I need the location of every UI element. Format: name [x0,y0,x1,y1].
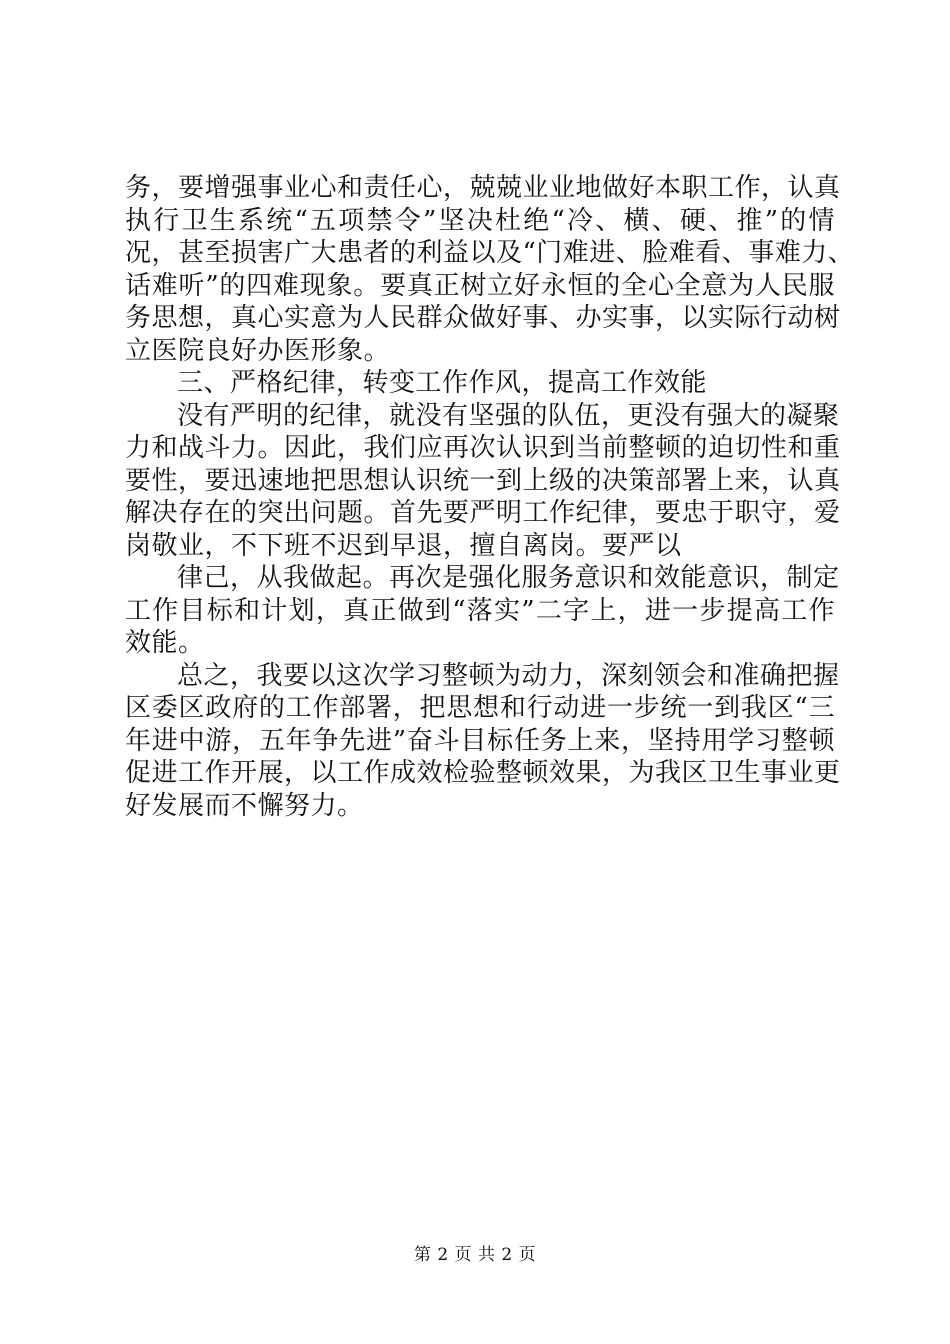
text-line: 解决存在的突出问题。首先要严明工作纪律，要忠于职守，爱 [125,498,841,528]
text-line: 区委区政府的工作部署，把思想和行动进一步统一到我区“三 [125,693,835,723]
text-line: 总之，我要以这次学习整顿为动力，深刻领会和准确把握 [177,660,840,691]
text-line: 好发展而不懈努力。 [125,790,364,821]
text-line: 话难听”的四难现象。要真正树立好永恒的全心全意为人民服 [125,270,835,301]
text-line: 律己，从我做起。再次是强化服务意识和效能意识，制定 [177,563,840,593]
text-line: 工作目标和计划，真正做到“落实”二字上，进一步提高工作 [125,595,835,626]
text-line: 务思想，真心实意为人民群众做好事、办实事，以实际行动树 [125,303,841,333]
text-line: 执行卫生系统“五项禁令”坚决杜绝“冷、横、硬、推”的情 [125,205,835,236]
text-line: 促进工作开展，以工作成效检验整顿效果，为我区卫生事业更 [125,758,841,788]
text-line: 力和战斗力。因此，我们应再次认识到当前整顿的迫切性和重 [125,433,841,463]
page-footer: 第 2 页 共 2 页 [413,1245,537,1265]
section-heading: 三、严格纪律，转变工作作风，提高工作效能 [177,368,708,398]
text-line: 要性，要迅速地把思想认识统一到上级的决策部署上来，认真 [125,465,841,496]
text-line: 没有严明的纪律，就没有坚强的队伍，更没有强大的凝聚 [177,400,840,431]
text-line: 年进中游，五年争先进”奋斗目标任务上来，坚持用学习整顿 [125,725,835,756]
text-line: 况，甚至损害广大患者的利益以及“门难进、脸难看、事难力、 [125,238,855,268]
text-line: 立医院良好办医形象。 [125,335,391,366]
text-line: 效能。 [125,628,205,658]
text-line: 务，要增强事业心和责任心，兢兢业业地做好本职工作，认真 [125,173,841,203]
text-line: 岗敬业，不下班不迟到早退，擅自离岗。要严以 [125,530,682,561]
document-body [125,172,855,822]
